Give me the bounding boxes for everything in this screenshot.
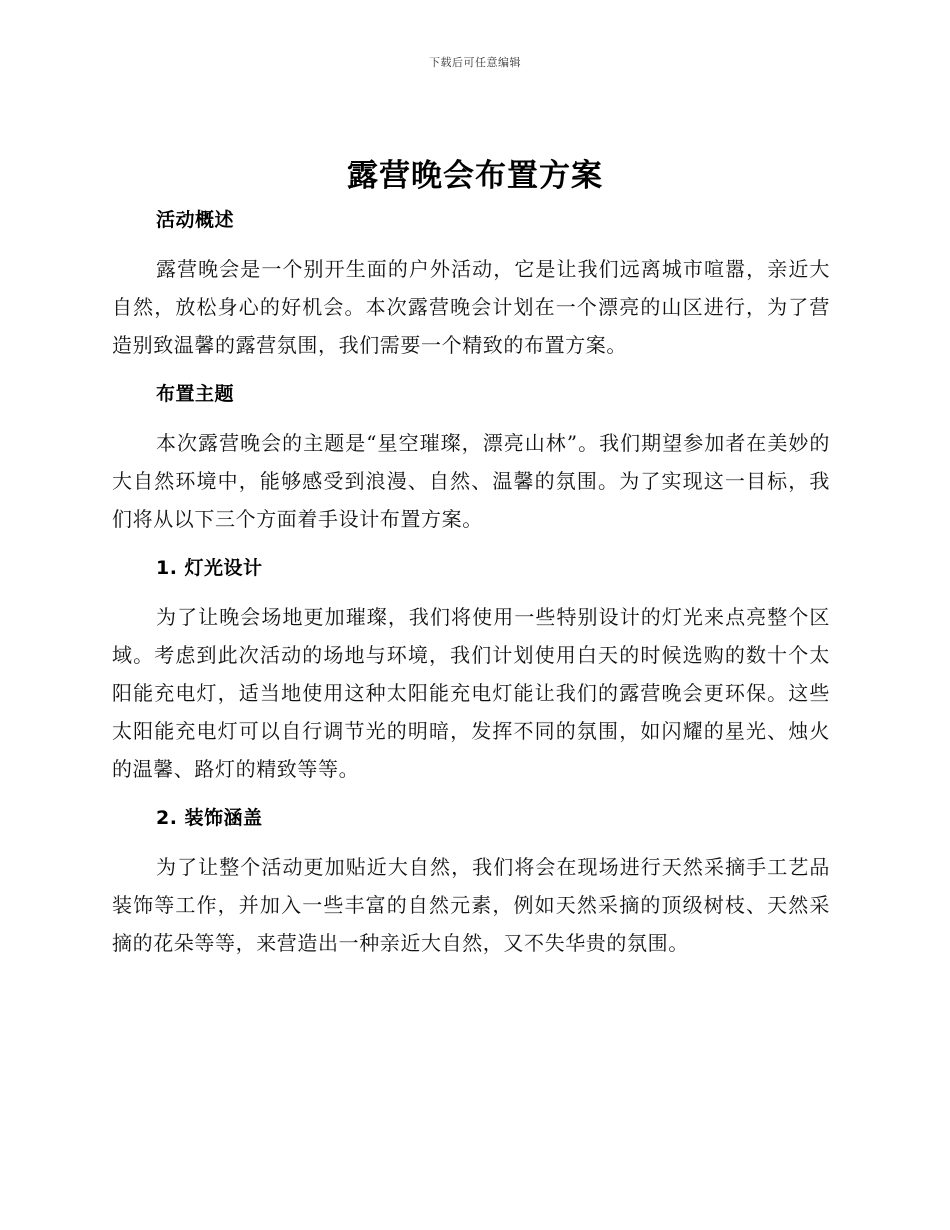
section-heading-overview: 活动概述 [156, 209, 235, 231]
document-body [112, 206, 830, 962]
section-paragraph-overview: 露营晚会是一个别开生面的户外活动，它是让我们远离城市喧嚣，亲近大自然，放松身心的好机会。本次露营晚会计划在一个漂亮的山区进行，为了营造别致温馨的露营氛围，我们需要一个精致的布置方案。 [112, 257, 830, 357]
section-paragraph-theme: 本次露营晚会的主题是“星空璀璨，漂亮山林”。我们期望参加者在美妙的大自然环境中，能够感受到浪漫、自然、温馨的氛围。为了实现这一目标，我们将从以下三个方面着手设计布置方案。 [112, 431, 830, 531]
section-paragraph-decoration: 为了让整个活动更加贴近大自然，我们将会在现场进行天然采摘手工艺品装饰等工作，并加入一些丰富的自然元素，例如天然采摘的顶级树枝、天然采摘的花朵等等，来营造出一种亲近大自然，又不失华贵的氛围。 [112, 855, 830, 955]
section-paragraph-lighting: 为了让晚会场地更加璀璨，我们将使用一些特别设计的灯光来点亮整个区域。考虑到此次活动的场地与环境，我们计划使用白天的时候选购的数十个太阳能充电灯，适当地使用这种太阳能充电灯能让我们的露营晚会更环保。这些太阳能充电灯可以自行调节光的明暗，发挥不同的氛围，如闪耀的星光、烛火的温馨、路灯的精致等等。 [112, 605, 830, 781]
section-heading-theme: 布置主题 [156, 383, 235, 405]
section-heading-decoration: 2. 装饰涵盖 [156, 807, 263, 829]
document-title: 露营晚会布置方案 [347, 158, 603, 194]
header-note: 下载后可任意编辑 [429, 56, 521, 69]
section-heading-lighting: 1. 灯光设计 [156, 557, 263, 579]
